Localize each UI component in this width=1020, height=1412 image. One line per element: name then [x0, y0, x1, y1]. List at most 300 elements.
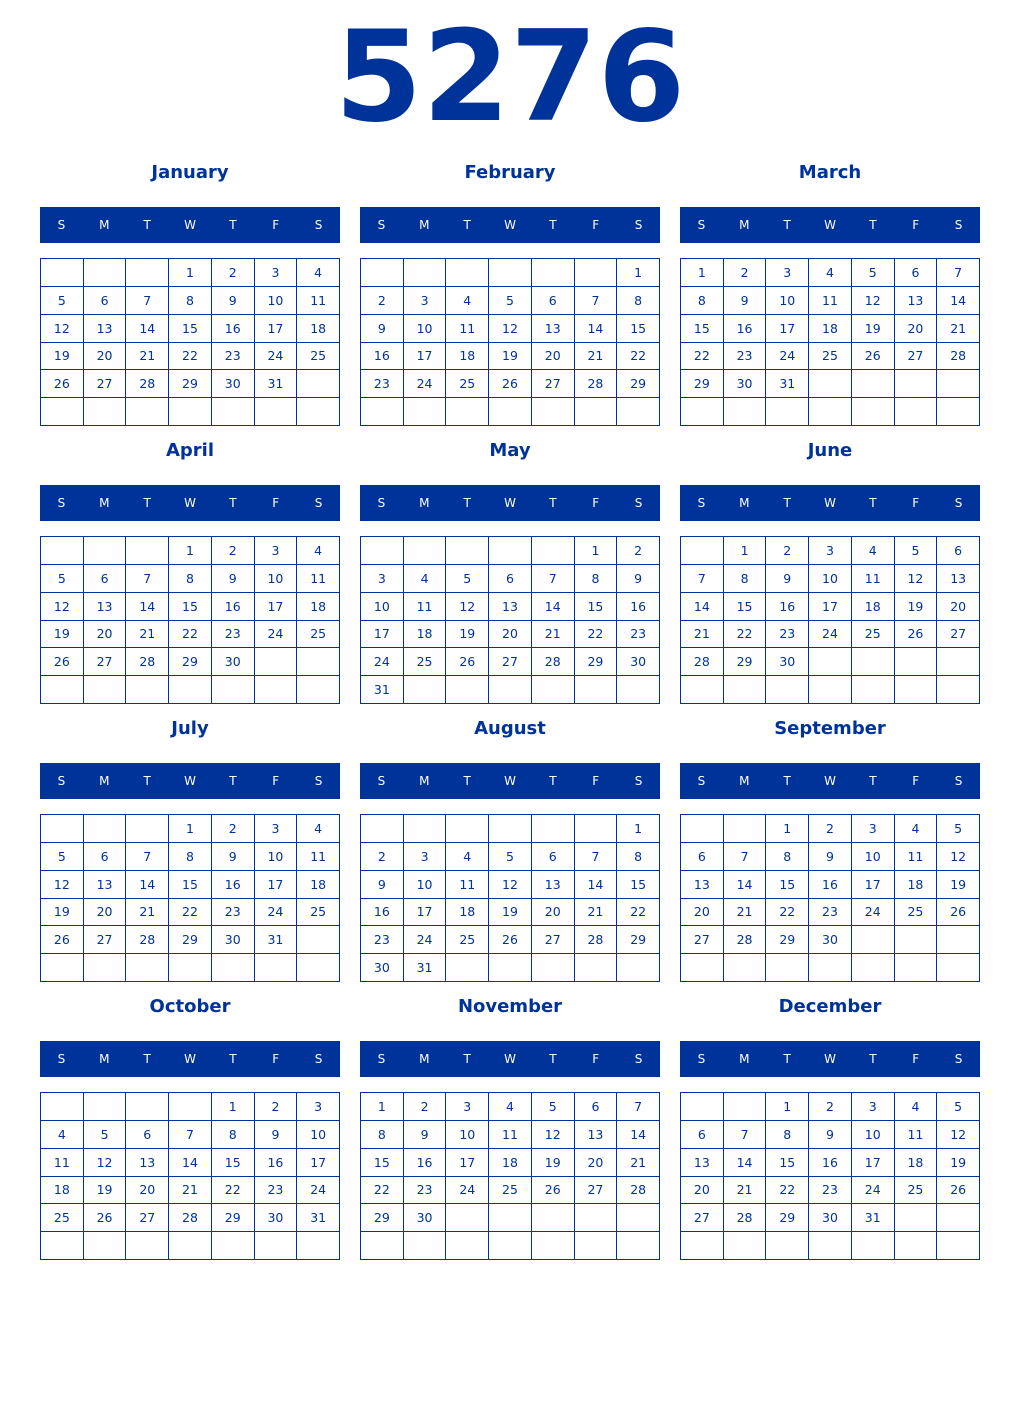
day-cell: 25 — [446, 926, 489, 954]
weekday-label: S — [634, 1052, 643, 1066]
day-cell — [724, 1232, 767, 1260]
day-cell: 3 — [361, 565, 404, 593]
day-cell: 29 — [169, 926, 212, 954]
day-cell — [446, 398, 489, 426]
day-cell: 16 — [809, 871, 852, 899]
day-cell: 18 — [852, 593, 895, 621]
day-cell — [895, 1232, 938, 1260]
day-cell: 31 — [852, 1204, 895, 1232]
day-cell: 26 — [489, 370, 532, 398]
weekday-label: M — [419, 1052, 430, 1066]
day-cell: 9 — [766, 565, 809, 593]
weekday-label: M — [99, 1052, 110, 1066]
day-cell — [489, 1204, 532, 1232]
day-cell: 6 — [84, 287, 127, 315]
day-cell: 12 — [489, 871, 532, 899]
day-cell: 23 — [361, 926, 404, 954]
day-cell: 20 — [681, 899, 724, 927]
day-cell: 27 — [895, 343, 938, 371]
day-cell: 26 — [489, 926, 532, 954]
day-cell: 30 — [255, 1204, 298, 1232]
day-cell — [84, 1093, 127, 1121]
weekday-header — [360, 763, 660, 799]
day-cell: 13 — [84, 593, 127, 621]
day-cell: 12 — [489, 315, 532, 343]
day-cell: 2 — [361, 843, 404, 871]
day-cell: 28 — [937, 343, 980, 371]
weekday-label: T — [783, 496, 791, 510]
weekday-label: T — [229, 496, 237, 510]
day-cell: 20 — [84, 621, 127, 649]
weekday-label: W — [824, 774, 836, 788]
day-cell — [126, 398, 169, 426]
day-cell: 18 — [809, 315, 852, 343]
weekday-label: M — [99, 218, 110, 232]
day-cell — [255, 648, 298, 676]
day-cell — [489, 815, 532, 843]
weekday-label: T — [229, 1052, 237, 1066]
day-cell — [446, 259, 489, 287]
day-cell: 17 — [446, 1149, 489, 1177]
day-cell: 26 — [937, 1177, 980, 1205]
day-cell: 5 — [489, 287, 532, 315]
day-cell: 19 — [852, 315, 895, 343]
day-cell: 6 — [681, 843, 724, 871]
weekday-label: S — [314, 774, 323, 788]
day-cell: 18 — [895, 1149, 938, 1177]
day-cell — [297, 926, 340, 954]
day-cell — [809, 954, 852, 982]
day-cell — [852, 648, 895, 676]
day-cell: 24 — [361, 648, 404, 676]
day-cell — [255, 398, 298, 426]
month-name: October — [149, 996, 231, 1017]
day-cell: 23 — [809, 899, 852, 927]
day-cell: 3 — [446, 1093, 489, 1121]
weekday-label: S — [634, 496, 643, 510]
day-cell: 1 — [169, 537, 212, 565]
day-cell: 10 — [297, 1121, 340, 1149]
weekday-label: T — [463, 774, 471, 788]
weekday-label: F — [272, 774, 280, 788]
day-cell: 3 — [809, 537, 852, 565]
day-cell: 8 — [575, 565, 618, 593]
weekday-label: T — [869, 218, 877, 232]
day-cell: 25 — [895, 899, 938, 927]
day-cell: 7 — [724, 843, 767, 871]
day-cell: 2 — [809, 1093, 852, 1121]
day-cell — [126, 815, 169, 843]
day-cell: 22 — [617, 899, 660, 927]
day-cell: 19 — [446, 621, 489, 649]
day-cell — [41, 398, 84, 426]
day-cell: 25 — [895, 1177, 938, 1205]
day-cell — [126, 676, 169, 704]
day-cell: 9 — [212, 287, 255, 315]
day-cell: 17 — [255, 593, 298, 621]
day-cell: 3 — [255, 259, 298, 287]
day-grid — [680, 258, 980, 426]
day-cell: 23 — [617, 621, 660, 649]
day-cell — [297, 398, 340, 426]
day-cell: 24 — [404, 370, 447, 398]
month-name: March — [798, 162, 862, 183]
day-cell: 26 — [41, 648, 84, 676]
weekday-label: S — [954, 218, 963, 232]
day-cell: 17 — [766, 315, 809, 343]
day-cell — [255, 676, 298, 704]
day-cell: 31 — [255, 370, 298, 398]
day-cell: 15 — [617, 871, 660, 899]
day-cell: 22 — [361, 1177, 404, 1205]
day-cell — [212, 954, 255, 982]
day-cell: 1 — [617, 815, 660, 843]
day-cell — [532, 815, 575, 843]
day-cell: 23 — [809, 1177, 852, 1205]
day-cell: 27 — [84, 648, 127, 676]
day-cell — [446, 1204, 489, 1232]
weekday-header — [360, 207, 660, 243]
day-cell: 26 — [532, 1177, 575, 1205]
day-cell: 13 — [532, 315, 575, 343]
day-cell: 27 — [532, 926, 575, 954]
day-grid — [360, 1092, 660, 1260]
weekday-label: S — [314, 496, 323, 510]
weekday-header — [360, 1041, 660, 1077]
weekday-label: S — [377, 1052, 386, 1066]
day-cell: 13 — [126, 1149, 169, 1177]
day-cell: 9 — [212, 565, 255, 593]
day-grid — [680, 1092, 980, 1260]
day-cell: 13 — [681, 871, 724, 899]
month-name: November — [457, 996, 563, 1017]
day-cell: 10 — [852, 1121, 895, 1149]
weekday-label: T — [869, 496, 877, 510]
weekday-label: T — [549, 1052, 557, 1066]
weekday-label: T — [143, 218, 151, 232]
day-cell: 25 — [297, 343, 340, 371]
day-cell: 11 — [297, 565, 340, 593]
day-grid — [40, 814, 340, 982]
day-cell — [575, 676, 618, 704]
day-cell — [446, 954, 489, 982]
weekday-header — [40, 763, 340, 799]
day-cell: 24 — [766, 343, 809, 371]
day-cell — [766, 954, 809, 982]
day-cell: 3 — [404, 287, 447, 315]
day-cell: 29 — [212, 1204, 255, 1232]
day-cell — [41, 1232, 84, 1260]
day-cell: 5 — [41, 565, 84, 593]
weekday-label: W — [184, 774, 196, 788]
day-cell — [361, 259, 404, 287]
day-cell: 12 — [937, 1121, 980, 1149]
day-cell: 26 — [446, 648, 489, 676]
day-cell — [937, 370, 980, 398]
day-cell — [617, 954, 660, 982]
day-cell: 8 — [169, 565, 212, 593]
day-cell: 4 — [297, 537, 340, 565]
day-cell: 7 — [575, 287, 618, 315]
day-cell — [404, 676, 447, 704]
day-cell: 21 — [126, 621, 169, 649]
day-cell: 21 — [169, 1177, 212, 1205]
day-cell: 1 — [724, 537, 767, 565]
day-cell: 9 — [724, 287, 767, 315]
weekday-header — [680, 1041, 980, 1077]
day-cell — [809, 648, 852, 676]
day-cell: 19 — [937, 871, 980, 899]
day-cell: 18 — [895, 871, 938, 899]
day-cell: 26 — [937, 899, 980, 927]
weekday-label: S — [697, 774, 706, 788]
day-cell — [489, 1232, 532, 1260]
day-cell: 12 — [532, 1121, 575, 1149]
day-cell: 26 — [852, 343, 895, 371]
weekday-label: W — [184, 496, 196, 510]
day-cell: 4 — [809, 259, 852, 287]
month-name: August — [474, 718, 546, 739]
weekday-label: F — [272, 1052, 280, 1066]
weekday-label: M — [739, 218, 750, 232]
weekday-label: F — [592, 218, 600, 232]
day-cell — [126, 259, 169, 287]
weekday-label: W — [824, 1052, 836, 1066]
day-cell: 9 — [404, 1121, 447, 1149]
day-cell: 28 — [532, 648, 575, 676]
weekday-label: F — [592, 1052, 600, 1066]
day-cell: 28 — [169, 1204, 212, 1232]
day-cell — [84, 676, 127, 704]
day-cell: 24 — [255, 621, 298, 649]
day-cell: 27 — [126, 1204, 169, 1232]
day-cell: 29 — [575, 648, 618, 676]
weekday-label: M — [419, 774, 430, 788]
day-cell: 27 — [84, 926, 127, 954]
day-cell: 22 — [169, 343, 212, 371]
day-cell: 23 — [766, 621, 809, 649]
day-cell: 22 — [766, 899, 809, 927]
day-cell — [84, 259, 127, 287]
day-cell: 11 — [809, 287, 852, 315]
day-cell: 9 — [361, 871, 404, 899]
day-cell: 12 — [852, 287, 895, 315]
day-cell — [681, 398, 724, 426]
weekday-label: S — [697, 218, 706, 232]
day-cell — [937, 648, 980, 676]
day-cell: 16 — [212, 871, 255, 899]
day-cell: 9 — [212, 843, 255, 871]
day-cell: 21 — [126, 343, 169, 371]
weekday-label: T — [549, 218, 557, 232]
day-cell: 1 — [361, 1093, 404, 1121]
month-name: February — [464, 162, 556, 183]
day-cell: 4 — [446, 843, 489, 871]
day-cell — [724, 398, 767, 426]
day-cell: 4 — [297, 815, 340, 843]
weekday-label: T — [869, 774, 877, 788]
day-cell — [446, 1232, 489, 1260]
day-cell: 19 — [84, 1177, 127, 1205]
day-cell: 8 — [169, 843, 212, 871]
day-cell: 4 — [489, 1093, 532, 1121]
day-cell — [297, 1232, 340, 1260]
day-cell: 29 — [361, 1204, 404, 1232]
day-cell — [84, 815, 127, 843]
weekday-label: S — [57, 218, 66, 232]
day-cell: 7 — [126, 565, 169, 593]
day-cell: 30 — [617, 648, 660, 676]
day-cell — [937, 926, 980, 954]
day-cell: 17 — [404, 343, 447, 371]
day-cell: 4 — [297, 259, 340, 287]
weekday-label: W — [504, 1052, 516, 1066]
day-cell: 5 — [446, 565, 489, 593]
weekday-label: T — [549, 496, 557, 510]
day-cell: 27 — [84, 370, 127, 398]
day-cell: 11 — [895, 1121, 938, 1149]
day-cell — [41, 259, 84, 287]
day-cell: 5 — [937, 1093, 980, 1121]
day-cell: 14 — [724, 871, 767, 899]
day-cell: 17 — [852, 1149, 895, 1177]
weekday-label: S — [377, 774, 386, 788]
day-cell — [895, 648, 938, 676]
day-cell: 15 — [169, 315, 212, 343]
weekday-label: S — [57, 496, 66, 510]
day-grid — [680, 814, 980, 982]
day-cell: 3 — [255, 815, 298, 843]
weekday-label: T — [229, 218, 237, 232]
day-cell — [297, 648, 340, 676]
day-cell — [681, 537, 724, 565]
day-cell: 2 — [212, 815, 255, 843]
day-cell: 11 — [297, 843, 340, 871]
day-cell: 20 — [126, 1177, 169, 1205]
day-cell: 29 — [617, 926, 660, 954]
day-cell: 18 — [297, 593, 340, 621]
day-cell: 24 — [446, 1177, 489, 1205]
day-cell — [255, 1232, 298, 1260]
day-cell: 28 — [126, 926, 169, 954]
day-cell — [809, 1232, 852, 1260]
day-cell — [575, 954, 618, 982]
day-cell: 25 — [446, 370, 489, 398]
day-cell: 14 — [575, 871, 618, 899]
weekday-header — [40, 207, 340, 243]
weekday-label: F — [592, 496, 600, 510]
day-cell: 9 — [809, 843, 852, 871]
day-cell: 21 — [532, 621, 575, 649]
weekday-label: S — [634, 218, 643, 232]
day-cell: 29 — [681, 370, 724, 398]
day-cell — [681, 676, 724, 704]
day-cell: 2 — [809, 815, 852, 843]
day-cell: 22 — [766, 1177, 809, 1205]
weekday-label: S — [634, 774, 643, 788]
day-cell: 20 — [489, 621, 532, 649]
weekday-label: M — [419, 218, 430, 232]
day-cell: 1 — [169, 815, 212, 843]
day-cell: 13 — [575, 1121, 618, 1149]
day-cell — [575, 1232, 618, 1260]
day-cell: 3 — [852, 815, 895, 843]
weekday-label: S — [954, 1052, 963, 1066]
day-cell: 10 — [255, 565, 298, 593]
month-name: December — [778, 996, 882, 1017]
day-cell: 6 — [532, 287, 575, 315]
day-cell: 23 — [361, 370, 404, 398]
day-cell: 25 — [41, 1204, 84, 1232]
day-cell: 9 — [617, 565, 660, 593]
weekday-label: S — [697, 1052, 706, 1066]
day-cell: 10 — [766, 287, 809, 315]
day-cell: 21 — [575, 899, 618, 927]
day-cell: 11 — [852, 565, 895, 593]
day-cell: 20 — [681, 1177, 724, 1205]
day-cell — [489, 537, 532, 565]
day-cell: 29 — [169, 648, 212, 676]
day-cell: 2 — [617, 537, 660, 565]
day-cell: 13 — [84, 871, 127, 899]
day-cell: 27 — [681, 1204, 724, 1232]
day-cell: 21 — [617, 1149, 660, 1177]
day-cell — [361, 815, 404, 843]
day-cell — [361, 1232, 404, 1260]
day-cell: 17 — [809, 593, 852, 621]
day-cell: 1 — [575, 537, 618, 565]
day-cell — [297, 954, 340, 982]
day-cell: 5 — [937, 815, 980, 843]
day-cell: 19 — [895, 593, 938, 621]
day-cell: 27 — [575, 1177, 618, 1205]
weekday-label: W — [504, 496, 516, 510]
day-cell: 1 — [169, 259, 212, 287]
day-cell: 29 — [766, 926, 809, 954]
day-cell: 14 — [681, 593, 724, 621]
day-cell: 7 — [937, 259, 980, 287]
day-cell: 18 — [489, 1149, 532, 1177]
day-cell: 16 — [617, 593, 660, 621]
day-cell: 10 — [809, 565, 852, 593]
day-cell — [212, 1232, 255, 1260]
day-cell — [446, 676, 489, 704]
day-cell: 24 — [852, 899, 895, 927]
day-cell: 3 — [852, 1093, 895, 1121]
day-cell: 15 — [169, 593, 212, 621]
day-cell: 11 — [489, 1121, 532, 1149]
day-cell: 24 — [255, 899, 298, 927]
day-cell: 8 — [169, 287, 212, 315]
day-cell — [84, 398, 127, 426]
day-grid — [40, 1092, 340, 1260]
day-cell: 5 — [41, 843, 84, 871]
day-cell: 13 — [937, 565, 980, 593]
day-cell — [895, 370, 938, 398]
day-cell: 22 — [617, 343, 660, 371]
weekday-label: T — [143, 496, 151, 510]
weekday-label: T — [549, 774, 557, 788]
day-cell — [126, 954, 169, 982]
weekday-label: T — [143, 1052, 151, 1066]
day-cell: 15 — [766, 871, 809, 899]
day-cell: 31 — [255, 926, 298, 954]
day-cell: 24 — [404, 926, 447, 954]
day-cell: 4 — [895, 815, 938, 843]
weekday-label: S — [57, 774, 66, 788]
weekday-label: M — [739, 496, 750, 510]
day-cell: 14 — [532, 593, 575, 621]
